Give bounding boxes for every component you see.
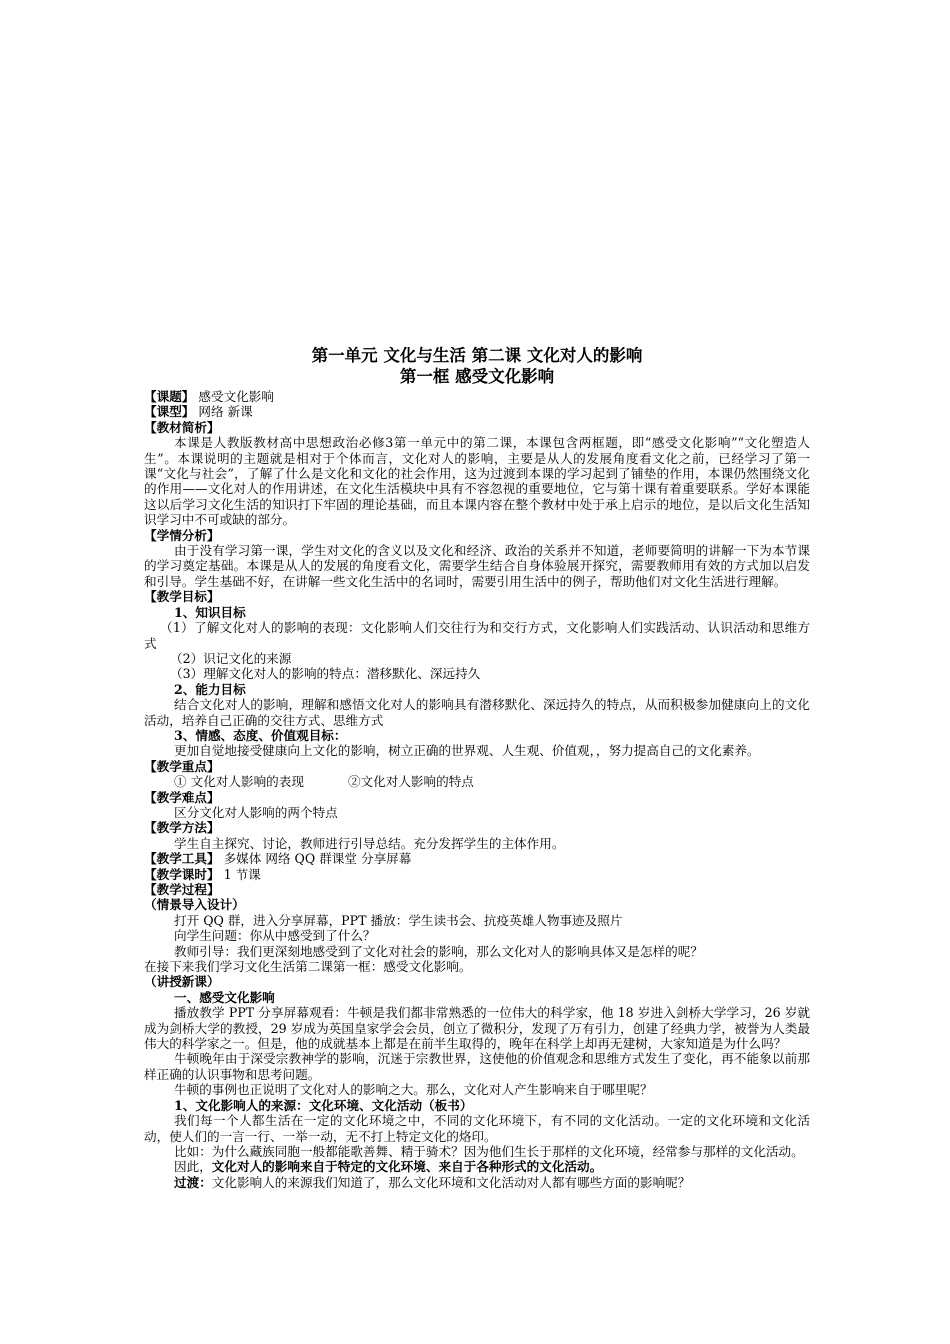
subsection-1-title: 1、文化影响人的来源：文化环境、文化活动（板书）: [174, 1097, 473, 1113]
conclusion-bold: 文化对人的影响来自于特定的文化环境、来自于各种形式的文化活动。: [211, 1159, 603, 1175]
topic-value: 感受文化影响: [194, 389, 274, 404]
key-point-1: ① 文化对人影响的表现: [174, 774, 304, 790]
type-value: 网络 新课: [194, 404, 253, 420]
process-heading: 【教学过程】: [144, 882, 220, 897]
transition-line: [144, 1175, 810, 1190]
transition-label: 过渡：: [174, 1174, 212, 1190]
hour-value: 1 节课: [219, 866, 261, 882]
tool-value: 多媒体 网络 QQ 群课堂 分享屏幕: [219, 851, 412, 867]
method-text: 学生自主探究、讨论，教师进行引导总结。充分发挥学生的主体作用。: [174, 835, 565, 851]
intro-heading: （情景导入设计）: [144, 897, 245, 913]
type-label: 【课型】: [144, 404, 195, 420]
goal-knowledge-1: （1）了解文化对人的影响的表现：文化影响人们交往行为和交行方式，文化影响人们实践活动、认识活动和思维方式: [144, 620, 810, 651]
goal-knowledge-2: （2）识记文化的来源: [170, 650, 292, 666]
key-point-2: ②文化对人影响的特点: [347, 774, 474, 790]
method-heading: 【教学方法】: [144, 820, 220, 836]
material-text: 本课是人教版教材高中思想政治必修3第一单元中的第二课，本课包含两框题，即“感受文化影响”“文化塑造人生”。本课说明的主题就是相对于个体而言，文化对人的影响，主要是从人的发展角度看文化之前，已经学习了第一课“文化与社会”，了解了什么是文化和文化的社会作用，这为过渡到本课的学习起到了铺垫的作用，本课仍然围绕文化的作用——文化对人的作用讲述，在文化生活模块中具有不容忽视的重要地位，它与第十课有着重要联系。学好本课能这以后学习文化生活的知识打下牢固的理论基础，而且本课内容在整个教材中处于承上启示的地位，是以后文化生活知识学习中不可或缺的部分。: [144, 435, 810, 528]
tool-line: [144, 851, 810, 866]
learner-text: 由于没有学习第一课，学生对文化的含义以及文化和经济、政治的关系并不知道，老师要简明的讲解一下为本节课的学习奠定基础。本课是从人的发展的角度看文化，需要学生结合自身体验展开探究，需要教师用有效的方式加以启发和引导。学生基础不好，在讲解一些文化生活中的名词时，需要引用生活中的例子，帮助他们对文化生活进行理解。: [144, 543, 810, 589]
learner-heading: 【学情分析】: [144, 527, 220, 543]
goal-ability-text: 结合文化对人的影响，理解和感悟文化对人的影响具有潜移默化、深远持久的特点，从而积极参加健康向上的文化活动，培养自己正确的交往方式、思维方式: [144, 697, 810, 728]
goal-knowledge-3: （3）理解文化对人的影响的特点：潜移默化、深远持久: [170, 666, 481, 682]
material-heading: 【教材简析】: [144, 419, 220, 435]
transition-text: 文化影响人的来源我们知道了，那么文化环境和文化活动对人都有哪些方面的影响呢？: [211, 1174, 691, 1190]
goal-ability-title: 2、能力目标: [174, 681, 246, 697]
section-1-para-2: 牛顿晚年由于深受宗教神学的影响，沉迷于宗教世界，这使他的价值观念和思维方式发生了变化，再不能象以前那样正确的认识事物和思考问题。: [144, 1051, 810, 1082]
document-page: [144, 340, 810, 1190]
intro-line-3: 教师引导：我们更深刻地感受到了文化对社会的影响，那么文化对人的影响具体又是怎样的呢？: [174, 943, 703, 959]
goal-knowledge-title: 1、知识目标: [174, 604, 246, 620]
section-1-title: 一、感受文化影响: [174, 989, 275, 1005]
subsection-1-para-2: 比如：为什么藏族同胞一般都能歌善舞、精于骑术？因为他们生长于那样的文化环境，经常参与那样的文化活动。: [174, 1143, 804, 1159]
title-line-1: 第一单元 文化与生活 第二课 文化对人的影响: [311, 346, 643, 365]
goal-emotion-title: 3、情感、态度、价值观目标：: [174, 727, 347, 743]
section-1-para-1: 播放教学 PPT 分享屏幕观看：牛顿是我们都非常熟悉的一位伟大的科学家，他 18 岁进入剑桥大学学习，26 岁就成为剑桥大学的教授，29 岁成为英国皇家学会会员，创立了微积分，发现了万有引力，创建了经典力学，被誉为人类最伟大的科学家之一。但是，他的成就基本上都是在前半生取得的，晚年在科学上却再无建树，大家知道是为什么吗？: [144, 1005, 810, 1052]
section-1-para-3: 牛顿的事例也正说明了文化对人的影响之大。那么，文化对人产生影响来自于哪里呢？: [174, 1082, 653, 1098]
difficulty-heading: 【教学难点】: [144, 789, 220, 805]
subsection-1-para-3: [144, 1159, 810, 1174]
hour-label: 【教学课时】: [144, 866, 220, 882]
key-heading: 【教学重点】: [144, 758, 220, 774]
type-line: [144, 404, 810, 419]
goal-emotion-text: 更加自觉地接受健康向上文化的影响，树立正确的世界观、人生观、价值观，，努力提高自己的文化素养。: [174, 743, 760, 759]
key-points: [144, 774, 810, 789]
intro-line-2: 向学生问题：你从中感受到了什么？: [174, 928, 376, 944]
topic-label: 【课题】: [144, 389, 195, 404]
difficulty-text: 区分文化对人影响的两个特点: [174, 804, 338, 820]
subsection-1-para-1: 我们每一个人都生活在一定的文化环境之中，不同的文化环境下，有不同的文化活动。一定的文化环境和文化活动，使人们的一言一行、一举一动，无不打上特定文化的烙印。: [144, 1113, 810, 1144]
title-line-2: 第一框 感受文化影响: [399, 367, 555, 386]
conclusion-lead: 因此，: [174, 1159, 212, 1175]
intro-line-1: 打开 QQ 群，进入分享屏幕，PPT 播放：学生读书会、抗疫英雄人物事迹及照片: [174, 912, 623, 928]
goal-heading: 【教学目标】: [144, 589, 220, 605]
hour-line: [144, 867, 810, 882]
new-lesson-heading: （讲授新课）: [144, 974, 220, 990]
tool-label: 【教学工具】: [144, 851, 220, 867]
intro-line-4: 在接下来我们学习文化生活第二课第一框：感受文化影响。: [144, 959, 472, 975]
topic-line: [144, 389, 810, 404]
